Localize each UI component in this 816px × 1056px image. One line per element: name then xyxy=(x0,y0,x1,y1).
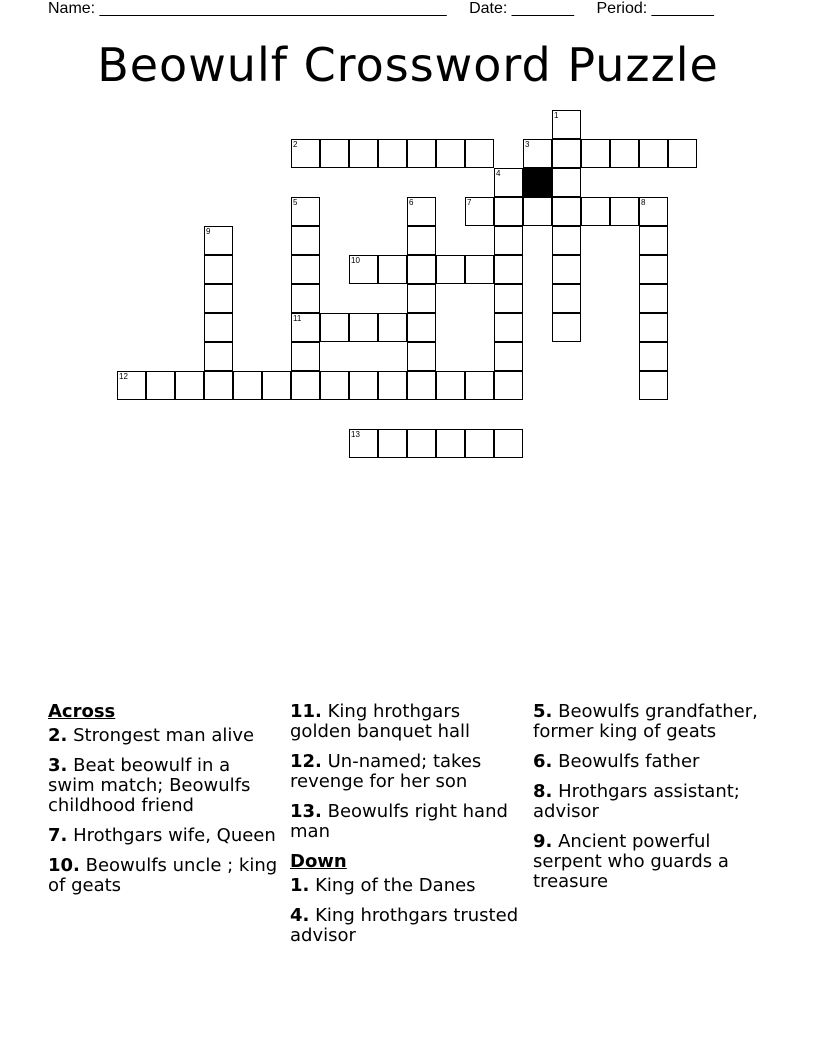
down-heading: Down xyxy=(290,851,347,872)
grid-cell[interactable] xyxy=(494,371,523,400)
grid-cell[interactable] xyxy=(378,255,407,284)
across-heading: Across xyxy=(48,701,116,722)
grid-cell[interactable] xyxy=(320,139,349,168)
grid-cell[interactable] xyxy=(204,342,233,371)
grid-cell[interactable] xyxy=(117,371,146,400)
grid-cell[interactable] xyxy=(204,226,233,255)
grid-cell[interactable] xyxy=(349,429,378,458)
grid-cell[interactable] xyxy=(407,342,436,371)
grid-cell[interactable] xyxy=(494,284,523,313)
grid-cell[interactable] xyxy=(407,197,436,226)
grid-cell[interactable] xyxy=(494,313,523,342)
name-label: Name: _______________________________________ xyxy=(48,0,447,17)
crossword-grid xyxy=(0,0,816,470)
grid-cell[interactable] xyxy=(639,197,668,226)
grid-cell[interactable] xyxy=(494,226,523,255)
grid-cell[interactable] xyxy=(639,342,668,371)
grid-cell[interactable] xyxy=(407,226,436,255)
grid-cell[interactable] xyxy=(552,139,581,168)
grid-cell[interactable] xyxy=(204,255,233,284)
grid-cell[interactable] xyxy=(378,429,407,458)
grid-cell[interactable] xyxy=(291,284,320,313)
clue-down-1: 1. King of the Danes xyxy=(290,875,476,896)
grid-cell[interactable] xyxy=(552,226,581,255)
grid-cell[interactable] xyxy=(291,197,320,226)
grid-cell[interactable] xyxy=(407,139,436,168)
clues-column-2 xyxy=(290,702,520,956)
grid-cell[interactable] xyxy=(175,371,204,400)
clue-number: 1 xyxy=(554,111,559,120)
grid-cell[interactable] xyxy=(407,255,436,284)
grid-cell[interactable] xyxy=(465,139,494,168)
grid-cell[interactable] xyxy=(291,226,320,255)
grid-cell[interactable] xyxy=(204,371,233,400)
grid-cell[interactable] xyxy=(378,313,407,342)
grid-block xyxy=(523,168,552,197)
clue-number: 9 xyxy=(206,227,211,236)
clue-across-7: 7. Hrothgars wife, Queen xyxy=(48,825,276,846)
clue-across-11: 11. King hrothgars golden banquet hall xyxy=(290,701,471,742)
grid-cell[interactable] xyxy=(262,371,291,400)
clue-across-3: 3. Beat beowulf in a swim match; Beowulfs childhood friend xyxy=(48,755,251,816)
grid-cell[interactable] xyxy=(291,255,320,284)
grid-cell[interactable] xyxy=(494,255,523,284)
grid-cell[interactable] xyxy=(407,313,436,342)
grid-cell[interactable] xyxy=(639,139,668,168)
clue-number: 4 xyxy=(496,169,501,178)
grid-cell[interactable] xyxy=(494,429,523,458)
grid-cell[interactable] xyxy=(494,342,523,371)
grid-cell[interactable] xyxy=(610,139,639,168)
grid-cell[interactable] xyxy=(494,168,523,197)
grid-cell[interactable] xyxy=(639,255,668,284)
clue-across-13: 13. Beowulfs right hand man xyxy=(290,801,508,842)
grid-cell[interactable] xyxy=(552,168,581,197)
clue-number: 5 xyxy=(293,198,298,207)
grid-cell[interactable] xyxy=(320,313,349,342)
grid-cell[interactable] xyxy=(581,139,610,168)
grid-cell[interactable] xyxy=(291,371,320,400)
grid-cell[interactable] xyxy=(494,197,523,226)
clue-across-10: 10. Beowulfs uncle ; king of geats xyxy=(48,855,278,896)
clue-down-5: 5. Beowulfs grandfather, former king of geats xyxy=(533,701,758,742)
grid-cell[interactable] xyxy=(146,371,175,400)
grid-cell[interactable] xyxy=(407,371,436,400)
grid-cell[interactable] xyxy=(639,226,668,255)
grid-cell[interactable] xyxy=(552,255,581,284)
date-label: Date: _______ xyxy=(469,0,575,17)
grid-cell[interactable] xyxy=(668,139,697,168)
grid-cell[interactable] xyxy=(233,371,262,400)
grid-cell[interactable] xyxy=(349,139,378,168)
grid-cell[interactable] xyxy=(349,313,378,342)
grid-cell[interactable] xyxy=(436,371,465,400)
grid-cell[interactable] xyxy=(552,313,581,342)
grid-cell[interactable] xyxy=(349,371,378,400)
clue-across-12: 12. Un-named; takes revenge for her son xyxy=(290,751,482,792)
grid-cell[interactable] xyxy=(436,429,465,458)
clue-number: 3 xyxy=(525,140,530,149)
clue-number: 8 xyxy=(641,198,646,207)
clue-number: 7 xyxy=(467,198,472,207)
clue-down-9: 9. Ancient powerful serpent who guards a treasure xyxy=(533,831,729,892)
grid-cell[interactable] xyxy=(523,139,552,168)
grid-cell[interactable] xyxy=(349,255,378,284)
grid-cell[interactable] xyxy=(639,284,668,313)
clue-across-2: 2. Strongest man alive xyxy=(48,725,255,746)
clue-number: 6 xyxy=(409,198,414,207)
grid-cell[interactable] xyxy=(639,313,668,342)
grid-cell[interactable] xyxy=(465,371,494,400)
grid-cell[interactable] xyxy=(436,255,465,284)
grid-cell[interactable] xyxy=(378,371,407,400)
grid-cell[interactable] xyxy=(407,284,436,313)
grid-cell[interactable] xyxy=(523,197,552,226)
clue-number: 10 xyxy=(351,256,360,265)
grid-cell[interactable] xyxy=(291,342,320,371)
grid-cell[interactable] xyxy=(204,284,233,313)
clue-down-4: 4. King hrothgars trusted advisor xyxy=(290,905,519,946)
grid-cell[interactable] xyxy=(610,197,639,226)
clue-number: 13 xyxy=(351,430,360,439)
clue-down-6: 6. Beowulfs father xyxy=(533,751,700,772)
grid-cell[interactable] xyxy=(407,429,436,458)
grid-cell[interactable] xyxy=(465,255,494,284)
grid-cell[interactable] xyxy=(639,371,668,400)
grid-cell[interactable] xyxy=(465,197,494,226)
clue-number: 2 xyxy=(293,140,298,149)
grid-cell[interactable] xyxy=(204,313,233,342)
clues-column-1 xyxy=(48,702,278,906)
grid-cell[interactable] xyxy=(465,429,494,458)
grid-cell[interactable] xyxy=(552,110,581,139)
clue-number: 12 xyxy=(119,372,128,381)
grid-cell[interactable] xyxy=(581,197,610,226)
clues-column-3 xyxy=(533,702,773,902)
grid-cell[interactable] xyxy=(320,371,349,400)
grid-cell[interactable] xyxy=(291,313,320,342)
clue-number: 11 xyxy=(293,314,302,323)
grid-cell[interactable] xyxy=(436,139,465,168)
grid-cell[interactable] xyxy=(291,139,320,168)
grid-cell[interactable] xyxy=(552,197,581,226)
period-label: Period: _______ xyxy=(596,0,714,17)
clue-down-8: 8. Hrothgars assistant; advisor xyxy=(533,781,740,822)
grid-cell[interactable] xyxy=(552,284,581,313)
page-title: Beowulf Crossword Puzzle xyxy=(97,38,719,92)
grid-cell[interactable] xyxy=(378,139,407,168)
